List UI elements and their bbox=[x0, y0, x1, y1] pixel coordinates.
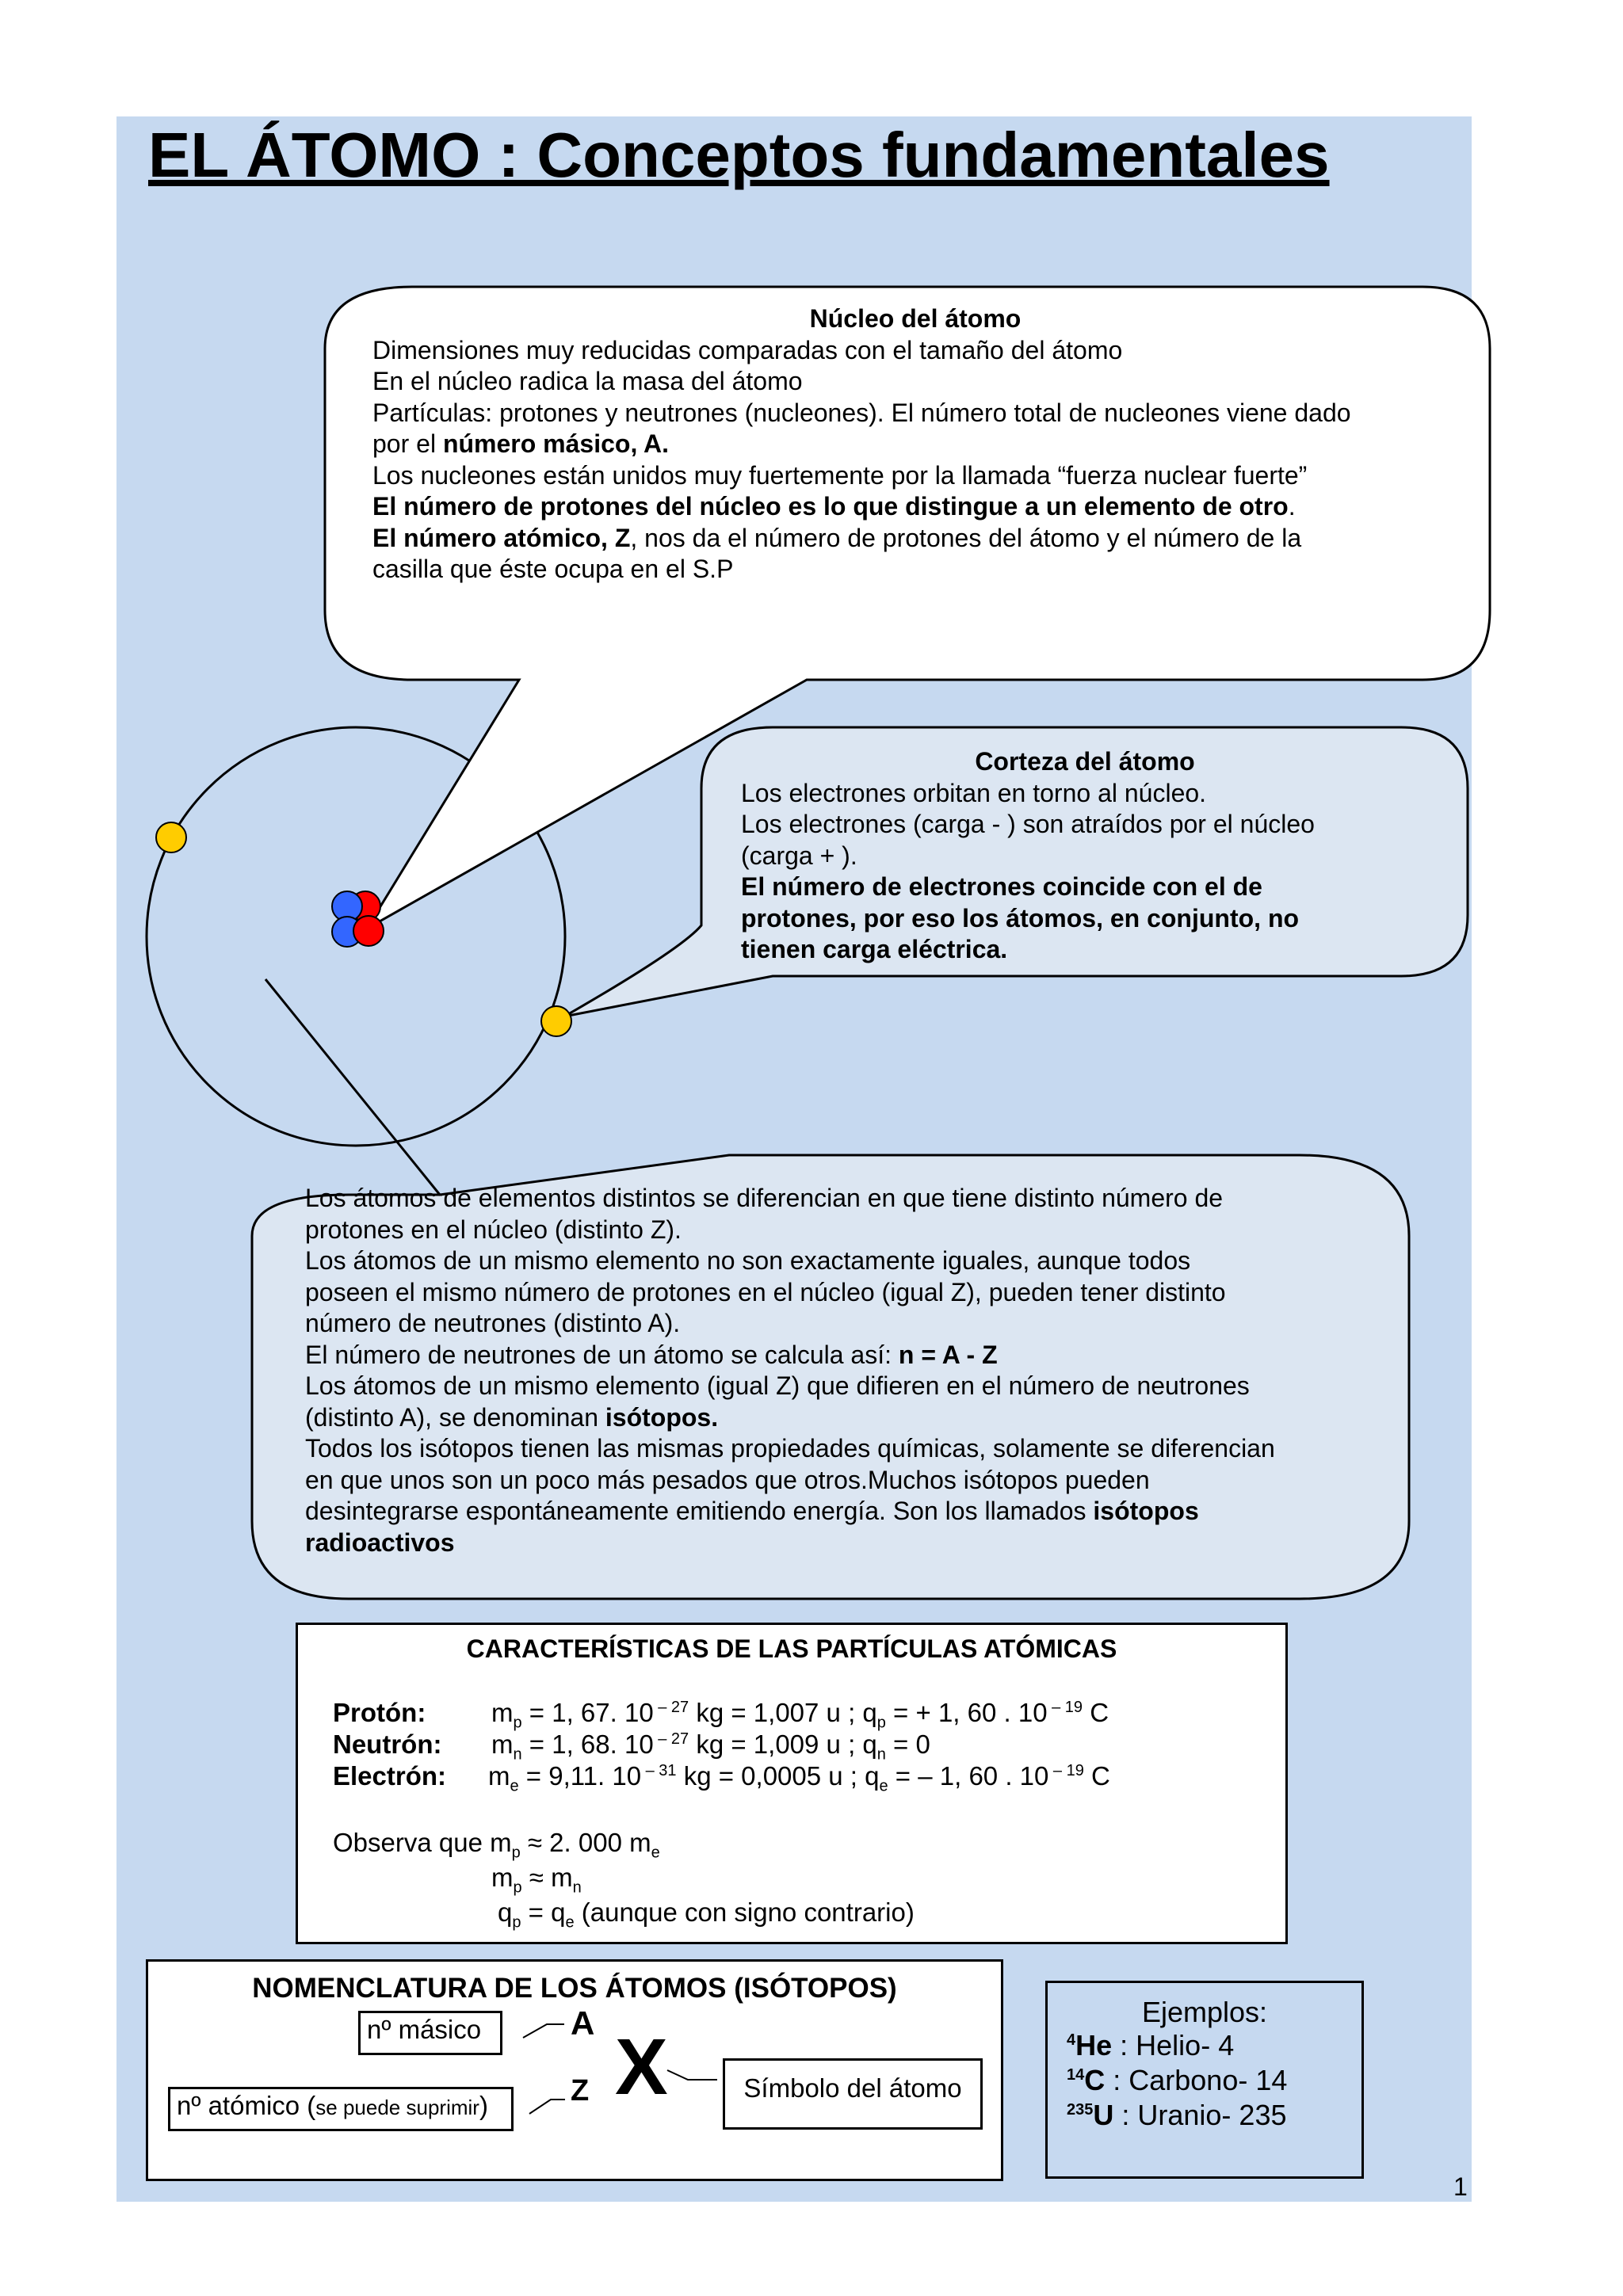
atomic-number-Z: Z bbox=[571, 2074, 590, 2107]
particles-heading: CARACTERÍSTICAS DE LAS PARTÍCULAS ATÓMICAS bbox=[466, 1634, 1117, 1663]
isotopes-line: en que unos son un poco más pesados que otros.Muchos isótopos pueden bbox=[305, 1465, 1150, 1494]
observation-line-3: $q_p = q_e$ (aunque con signo contrario) bbox=[498, 1897, 915, 1932]
nucleus-text bbox=[372, 303, 1458, 585]
element-symbol-X: X bbox=[615, 2023, 668, 2111]
particles-box bbox=[296, 1623, 1288, 1944]
nucleus-heading: Núcleo del átomo bbox=[809, 304, 1022, 333]
isotopes-text bbox=[305, 1183, 1399, 1558]
isotopes-line: Los átomos de elementos distintos se diferencian en que tiene distinto número de bbox=[305, 1184, 1224, 1212]
example-carbon: $^{14}$C : Carbono- 14 bbox=[1067, 2064, 1288, 2096]
nucleus-line: por el número másico, A. bbox=[372, 429, 670, 458]
nucleus-line: El número de protones del núcleo es lo que distingue a un elemento de otro. bbox=[372, 492, 1296, 521]
electron-particle bbox=[541, 1006, 571, 1036]
cortex-line: Los electrones orbitan en torno al núcleo. bbox=[741, 778, 1207, 807]
isotopes-line: poseen el mismo número de protones en el núcleo (igual Z), pueden tener distinto bbox=[305, 1277, 1226, 1306]
page-title: EL ÁTOMO : Conceptos fundamentales bbox=[148, 120, 1330, 190]
electron-label: Electrón: bbox=[333, 1761, 447, 1791]
nucleus-line: Los nucleones están unidos muy fuertemente por la llamada “fuerza nuclear fuerte” bbox=[372, 460, 1308, 490]
atom-symbol-label: Símbolo del átomo bbox=[723, 2058, 983, 2130]
electron-particle bbox=[156, 822, 186, 852]
nucleus-line: El número atómico, Z, nos da el número de protones del átomo y el número de la bbox=[372, 523, 1302, 552]
isotopes-line: Todos los isótopos tienen las mismas propiedades químicas, solamente se diferencian bbox=[305, 1434, 1275, 1463]
isotopes-line: (distinto A), se denominan isótopos. bbox=[305, 1402, 719, 1432]
neutron-label: Neutrón: bbox=[333, 1730, 442, 1759]
proton-particle bbox=[353, 916, 384, 946]
example-helium: $^4$He : Helio- 4 bbox=[1067, 2029, 1235, 2061]
atomic-number-label: nº atómico (se puede suprimir) bbox=[168, 2087, 514, 2131]
electron-values: $m_e = 9,11$. 10 $^{- 31}$ kg = 0,0005 u ; $q_e$ = – 1, 60 . 10 $^{- 19}$ C bbox=[488, 1761, 1110, 1795]
nucleus-line: Partículas: protones y neutrones (nucleones). El número total de nucleones viene dado bbox=[372, 398, 1351, 427]
nucleus-line: casilla que éste ocupa en el S.P bbox=[372, 555, 734, 583]
isotopes-line: protones en el núcleo (distinto Z). bbox=[305, 1215, 682, 1244]
isotopes-line: Los átomos de un mismo elemento (igual Z) que difieren en el número de neutrones bbox=[305, 1371, 1250, 1400]
cortex-heading: Corteza del átomo bbox=[975, 747, 1195, 776]
isotopes-line: El número de neutrones de un átomo se calcula así: n = A - Z bbox=[305, 1340, 998, 1369]
cortex-line: protones, por eso los átomos, en conjunto, no bbox=[741, 903, 1300, 933]
proton-label: Protón: bbox=[333, 1698, 426, 1727]
observation-line-1: Observa que $m_p \approx 2$. 000 $m_e$ bbox=[333, 1828, 660, 1862]
proton-values: $m_p = 1$, 67. 10 $^{- 27}$ kg = 1,007 u ; $q_p$ = + 1, 60 . 10 $^{- 19}$ C bbox=[491, 1698, 1109, 1732]
isotopes-line: desintegrarse espontáneamente emitiendo energía. Son los llamados isótopos bbox=[305, 1497, 1199, 1525]
cortex-line: Los electrones (carga - ) son atraídos por el núcleo bbox=[741, 810, 1315, 838]
isotopes-line: Los átomos de un mismo elemento no son exactamente iguales, aunque todos bbox=[305, 1246, 1191, 1275]
examples-heading: Ejemplos: bbox=[1141, 1996, 1268, 2028]
observation-line-2: $m_p \approx m_n$ bbox=[491, 1863, 582, 1897]
nucleus-line: En el núcleo radica la masa del átomo bbox=[372, 367, 803, 395]
cortex-line: tienen carga eléctrica. bbox=[741, 935, 1008, 963]
page-number: 1 bbox=[1453, 2172, 1468, 2201]
nomenclature-heading: NOMENCLATURA DE LOS ÁTOMOS (ISÓTOPOS) bbox=[252, 1973, 897, 2004]
cortex-line: El número de electrones coincide con el de bbox=[741, 872, 1262, 901]
isotopes-line: número de neutrones (distinto A). bbox=[305, 1309, 681, 1337]
cortex-text bbox=[741, 746, 1429, 966]
mass-number-label: nº másico bbox=[358, 2011, 502, 2055]
example-uranium: $^{235}$U : Uranio- 235 bbox=[1067, 2099, 1287, 2131]
examples-box bbox=[1045, 1981, 1364, 2179]
neutron-values: $m_n = 1$, 68. 10 $^{- 27}$ kg = 1,009 u ; $q_n = 0$ bbox=[491, 1730, 930, 1764]
nucleus-line: Dimensiones muy reducidas comparadas con el tamaño del átomo bbox=[372, 335, 1123, 364]
cortex-line: (carga + ). bbox=[741, 841, 857, 870]
mass-number-A: A bbox=[571, 2004, 595, 2042]
isotopes-line: radioactivos bbox=[305, 1527, 455, 1557]
